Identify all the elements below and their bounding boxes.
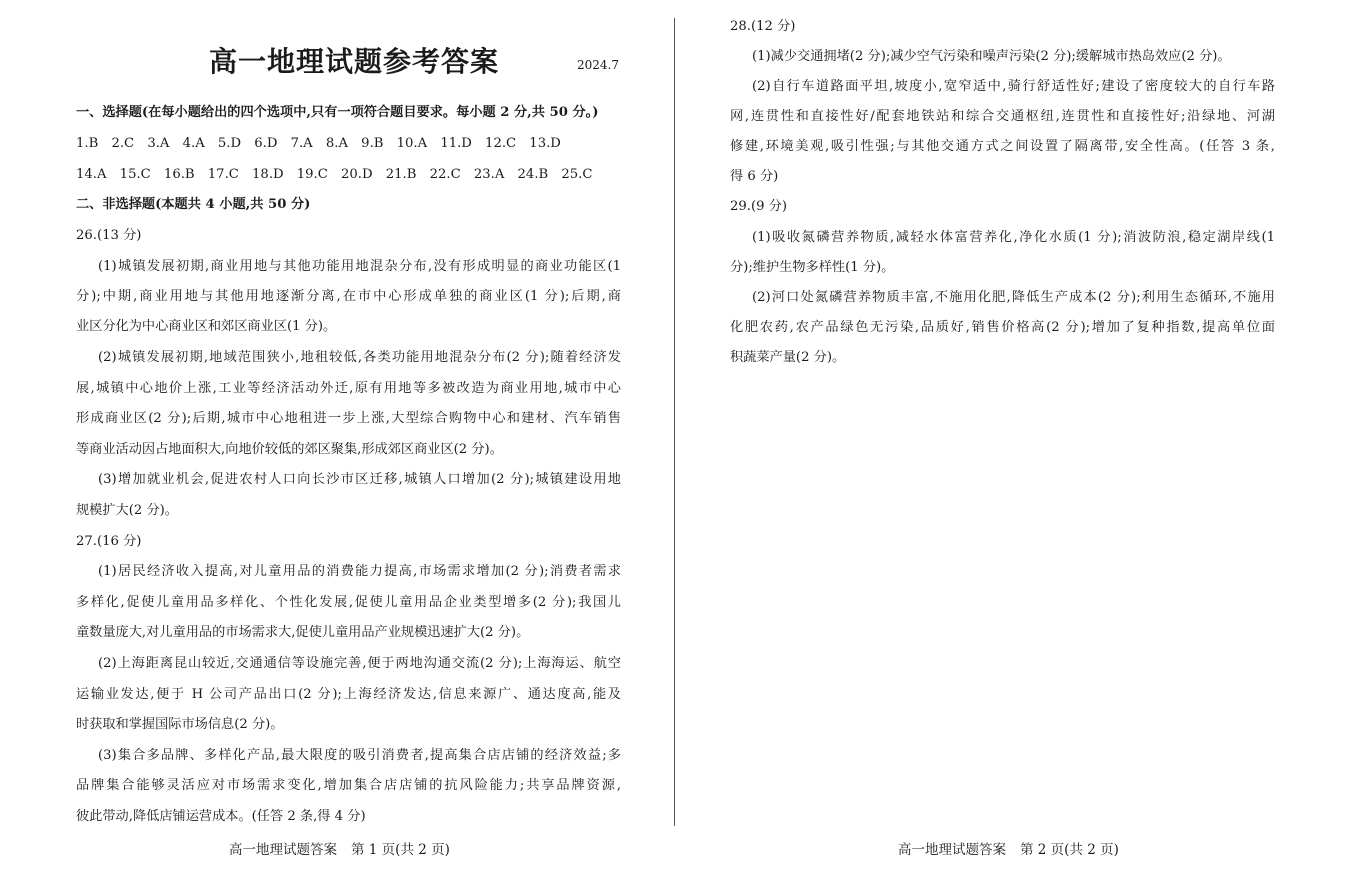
page-title: 高一地理试题参考答案 <box>209 45 500 78</box>
answer-line: 网,连贯性和直接性好/配套地铁站和综合交通枢纽,连贯性和直接性好;沿绿地、河湖 <box>730 109 1275 124</box>
answer-line: 化肥农药,农产品绿色无污染,品质好,销售价格高(2 分);增加了复种指数,提高单位面 <box>730 320 1275 335</box>
answer-row: 14.A 15.C 16.B 17.C 18.D 19.C 20.D 21.B 22.C 23.A 24.B 25.C <box>76 167 593 182</box>
footer-page-number: 第 1 页(共 2 页) <box>351 842 450 858</box>
answer-line: (3)增加就业机会,促进农村人口向长沙市区迁移,城镇人口增加(2 分);城镇建设用地 <box>98 472 621 487</box>
answer-line: 童数量庞大,对儿童用品的市场需求大,促使儿童用品产业规模迅速扩大(2 分)。 <box>76 625 530 640</box>
column-divider <box>674 18 675 826</box>
answer-line: (2)自行车道路面平坦,坡度小,宽窄适中,骑行舒适性好;建设了密度较大的自行车路 <box>752 79 1275 94</box>
answer-line: (1)吸收氮磷营养物质,减轻水体富营养化,净化水质(1 分);消波防浪,稳定湖岸线(1 <box>752 230 1275 245</box>
answer-line: 积蔬菜产量(2 分)。 <box>730 350 846 365</box>
question-27-title: 27.(16 分) <box>76 534 142 549</box>
answer-line: 运输业发达,便于 H 公司产品出口(2 分);上海经济发达,信息来源广、通达度高,能及 <box>76 687 621 702</box>
answer-row: 1.B 2.C 3.A 4.A 5.D 6.D 7.A 8.A 9.B 10.A 11.D 12.C 13.D <box>76 136 561 151</box>
answer-line: (1)居民经济收入提高,对儿童用品的消费能力提高,市场需求增加(2 分);消费者需求 <box>98 564 621 579</box>
answer-line: 规模扩大(2 分)。 <box>76 503 178 518</box>
answer-line: 修建,环境美观,吸引性强;与其他交通方式之间设置了隔离带,安全性高。(任答 3 条, <box>730 139 1275 154</box>
answer-line: 得 6 分) <box>730 169 779 184</box>
footer-doc-name: 高一地理试题答案 <box>229 842 337 858</box>
answer-line: (2)城镇发展初期,地域范围狭小,地租较低,各类功能用地混杂分布(2 分);随着经济发 <box>98 350 621 365</box>
answer-line: 等商业活动因占地面积大,向地价较低的郊区聚集,形成郊区商业区(2 分)。 <box>76 442 503 457</box>
answer-line: 形成商业区(2 分);后期,城市中心地租进一步上涨,大型综合购物中心和建材、汽车销售 <box>76 411 621 426</box>
answer-line: 时获取和掌握国际市场信息(2 分)。 <box>76 717 284 732</box>
footer-page-1 <box>229 838 450 858</box>
answer-line: 多样化,促使儿童用品多样化、个性化发展,促使儿童用品企业类型增多(2 分);我国儿 <box>76 595 621 610</box>
answer-line: 彼此带动,降低店铺运营成本。(任答 2 条,得 4 分) <box>76 809 366 824</box>
answer-line: 分);维护生物多样性(1 分)。 <box>730 260 895 275</box>
section-heading-choice: 一、选择题(在每小题给出的四个选项中,只有一项符合题目要求。每小题 2 分,共 50 分。) <box>76 105 599 120</box>
section-heading-nonchoice: 二、非选择题(本题共 4 小题,共 50 分) <box>76 197 311 212</box>
answer-line: (1)城镇发展初期,商业用地与其他功能用地混杂分布,没有形成明显的商业功能区(1 <box>98 259 621 274</box>
question-26-title: 26.(13 分) <box>76 228 142 243</box>
answer-line: (1)减少交通拥堵(2 分);减少空气污染和噪声污染(2 分);缓解城市热岛效应(2 分)。 <box>752 49 1231 64</box>
title-row <box>76 40 621 80</box>
footer-page-2 <box>898 838 1119 858</box>
answer-line: (2)河口处氮磷营养物质丰富,不施用化肥,降低生产成本(2 分);利用生态循环,不施用 <box>752 290 1275 305</box>
footer-page-number: 第 2 页(共 2 页) <box>1020 842 1119 858</box>
answer-line: 品牌集合能够灵活应对市场需求变化,增加集合店店铺的抗风险能力;共享品牌资源, <box>76 778 621 793</box>
answer-line: (3)集合多品牌、多样化产品,最大限度的吸引消费者,提高集合店店铺的经济效益;多 <box>98 748 621 763</box>
answer-line: 业区分化为中心商业区和郊区商业区(1 分)。 <box>76 319 337 334</box>
question-29-title: 29.(9 分) <box>730 199 788 214</box>
question-28-title: 28.(12 分) <box>730 19 796 34</box>
exam-date: 2024.7 <box>577 58 619 72</box>
answer-line: 展,城镇中心地价上涨,工业等经济活动外迁,原有用地等多被改造为商业用地,城市中心 <box>76 381 621 396</box>
answer-line: (2)上海距离昆山较近,交通通信等设施完善,便于两地沟通交流(2 分);上海海运、航空 <box>98 656 621 671</box>
footer-doc-name: 高一地理试题答案 <box>898 842 1006 858</box>
answer-line: 分);中期,商业用地与其他用地逐渐分离,在市中心形成单独的商业区(1 分);后期,商 <box>76 289 621 304</box>
